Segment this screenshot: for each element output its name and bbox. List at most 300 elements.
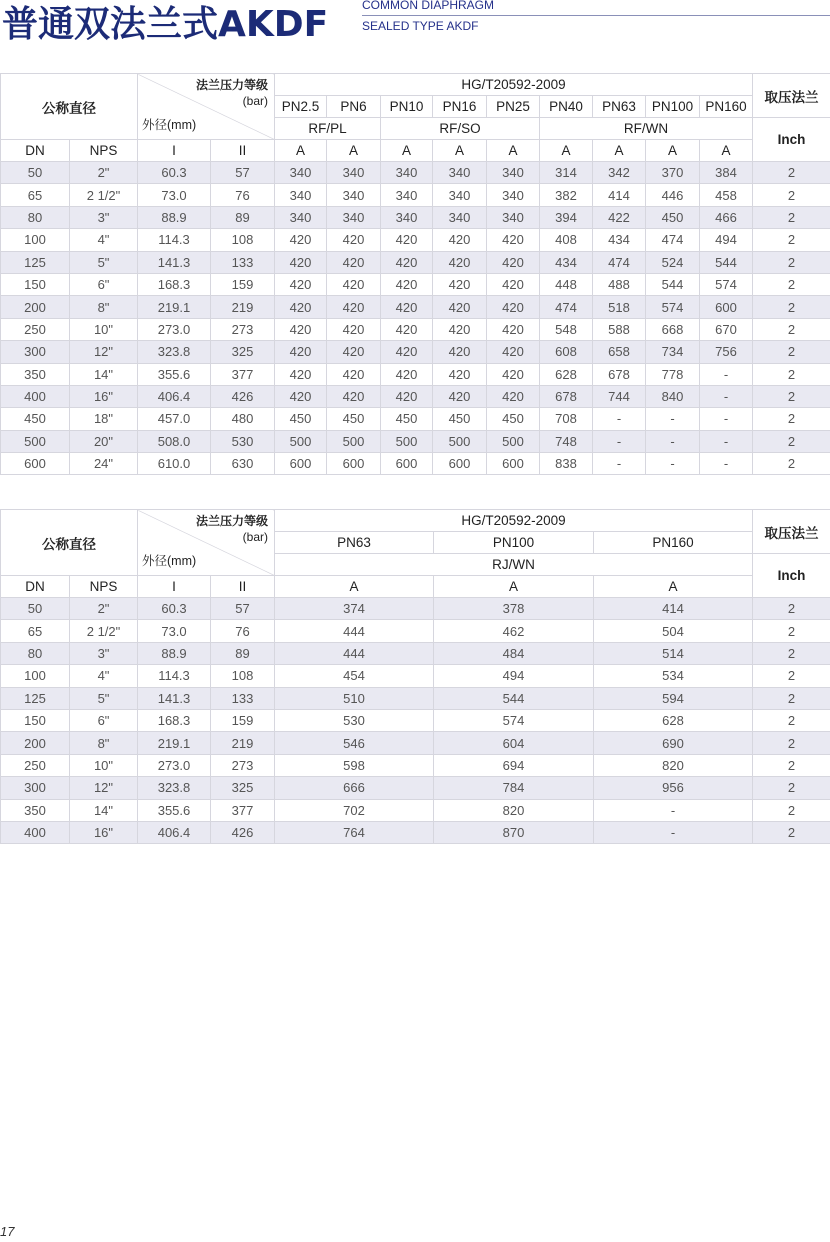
- table-cell: 414: [594, 598, 753, 620]
- table-cell: 420: [327, 385, 381, 407]
- table-cell: 73.0: [138, 184, 211, 206]
- table-cell: 756: [700, 341, 753, 363]
- table-cell: -: [594, 821, 753, 843]
- table-cell: -: [700, 363, 753, 385]
- table-row: [1, 184, 830, 206]
- table-row: [1, 642, 830, 664]
- table-cell: 668: [646, 318, 700, 340]
- table-cell: 300: [1, 777, 70, 799]
- column-header: I: [138, 140, 211, 162]
- table-cell: 89: [211, 642, 275, 664]
- table-cell: -: [646, 430, 700, 452]
- table-cell: 378: [434, 598, 594, 620]
- column-header: A: [646, 140, 700, 162]
- table-cell: 446: [646, 184, 700, 206]
- table-cell: 466: [700, 206, 753, 228]
- table-cell: 420: [381, 363, 433, 385]
- table-cell: 434: [540, 251, 593, 273]
- table-row: [1, 206, 830, 228]
- table-cell: 65: [1, 620, 70, 642]
- table-cell: 2: [753, 408, 830, 430]
- table-cell: -: [646, 453, 700, 475]
- table-cell: 600: [433, 453, 487, 475]
- table-cell: 600: [327, 453, 381, 475]
- table-cell: 462: [434, 620, 594, 642]
- table-cell: 2: [753, 341, 830, 363]
- column-header: A: [381, 140, 433, 162]
- table-cell: 414: [593, 184, 646, 206]
- table-cell: 2: [753, 430, 830, 452]
- table-cell: 2: [753, 754, 830, 776]
- table-cell: 88.9: [138, 206, 211, 228]
- column-header: II: [211, 576, 275, 598]
- table-cell: 340: [327, 162, 381, 184]
- table-cell: 340: [381, 184, 433, 206]
- table-cell: 840: [646, 385, 700, 407]
- table-cell: 628: [594, 709, 753, 731]
- table-cell: 323.8: [138, 341, 211, 363]
- table-cell: 598: [275, 754, 434, 776]
- table-cell: 544: [700, 251, 753, 273]
- table-cell: 125: [1, 687, 70, 709]
- table-cell: 2: [753, 363, 830, 385]
- table-cell: 454: [275, 665, 434, 687]
- table-cell: 420: [381, 341, 433, 363]
- table-cell: 57: [211, 598, 275, 620]
- table-cell: 100: [1, 229, 70, 251]
- table-cell: 5": [70, 251, 138, 273]
- table-cell: 420: [487, 273, 540, 295]
- table-cell: 24": [70, 453, 138, 475]
- column-header: A: [487, 140, 540, 162]
- table-cell: 594: [594, 687, 753, 709]
- table-cell: 325: [211, 341, 275, 363]
- table-cell: 384: [700, 162, 753, 184]
- table-cell: 870: [434, 821, 594, 843]
- page-title: 普通双法兰式AKDF: [2, 4, 329, 45]
- table-cell: 420: [327, 296, 381, 318]
- table-cell: 420: [327, 251, 381, 273]
- dimension-table-rj: [0, 509, 830, 844]
- table-cell: 608: [540, 341, 593, 363]
- table-cell: 744: [593, 385, 646, 407]
- table-cell: 273.0: [138, 754, 211, 776]
- table-cell: 57: [211, 162, 275, 184]
- table-cell: 273: [211, 318, 275, 340]
- table-cell: 420: [381, 251, 433, 273]
- column-header: A: [433, 140, 487, 162]
- table-cell: 2: [753, 665, 830, 687]
- table-cell: 574: [700, 273, 753, 295]
- table-cell: 150: [1, 709, 70, 731]
- table-cell: 500: [433, 430, 487, 452]
- table-cell: 574: [434, 709, 594, 731]
- table-cell: 500: [275, 430, 327, 452]
- table-cell: 838: [540, 453, 593, 475]
- table-cell: 494: [700, 229, 753, 251]
- table-cell: 574: [646, 296, 700, 318]
- table-cell: 420: [433, 229, 487, 251]
- table-row: [1, 665, 830, 687]
- table-cell: 488: [593, 273, 646, 295]
- table-row: [1, 821, 830, 843]
- bar-label: (bar): [242, 94, 268, 108]
- table-cell: 355.6: [138, 799, 211, 821]
- table-cell: 420: [327, 341, 381, 363]
- pressure-rating-header: PN63: [593, 96, 646, 118]
- table-cell: 350: [1, 363, 70, 385]
- table-cell: 325: [211, 777, 275, 799]
- table-cell: 748: [540, 430, 593, 452]
- table-cell: 450: [327, 408, 381, 430]
- table-cell: 600: [700, 296, 753, 318]
- table-cell: 2: [753, 318, 830, 340]
- pressure-rating-header: PN2.5: [275, 96, 327, 118]
- pressure-rating-header: PN160: [700, 96, 753, 118]
- table-cell: 377: [211, 799, 275, 821]
- table-row: [1, 385, 830, 407]
- inch-header: Inch: [753, 118, 830, 162]
- column-header: A: [327, 140, 381, 162]
- table-cell: 524: [646, 251, 700, 273]
- column-header: A: [275, 140, 327, 162]
- table-cell: 6": [70, 273, 138, 295]
- table-cell: 500: [487, 430, 540, 452]
- table-cell: 159: [211, 273, 275, 295]
- table-cell: 658: [593, 341, 646, 363]
- table-cell: -: [593, 453, 646, 475]
- table-cell: 420: [487, 363, 540, 385]
- table-cell: 480: [211, 408, 275, 430]
- table-cell: 60.3: [138, 162, 211, 184]
- table-cell: 3": [70, 642, 138, 664]
- table-cell: 340: [433, 162, 487, 184]
- pressure-od-header: [138, 74, 275, 140]
- table-cell: 420: [275, 385, 327, 407]
- nominal-diameter-header: 公称直径: [1, 510, 138, 576]
- group-header: RJ/WN: [275, 554, 753, 576]
- group-header: RF/SO: [381, 118, 540, 140]
- column-header: A: [540, 140, 593, 162]
- table-cell: 820: [594, 754, 753, 776]
- column-header: A: [700, 140, 753, 162]
- table-cell: 420: [433, 363, 487, 385]
- table-cell: 2: [753, 206, 830, 228]
- table-cell: 494: [434, 665, 594, 687]
- table-cell: 420: [381, 273, 433, 295]
- table-cell: 340: [327, 184, 381, 206]
- table-cell: 420: [381, 229, 433, 251]
- table-cell: 314: [540, 162, 593, 184]
- table-cell: 628: [540, 363, 593, 385]
- column-header: NPS: [70, 576, 138, 598]
- table-cell: 420: [275, 341, 327, 363]
- table-cell: 12": [70, 341, 138, 363]
- column-header: A: [594, 576, 753, 598]
- table-row: [1, 408, 830, 430]
- table-cell: 250: [1, 754, 70, 776]
- table-cell: 420: [487, 296, 540, 318]
- table-row: [1, 709, 830, 731]
- inch-header: Inch: [753, 554, 830, 598]
- table-cell: 14": [70, 799, 138, 821]
- table-cell: 544: [434, 687, 594, 709]
- take-flange-header: 取压法兰: [753, 74, 830, 118]
- table-cell: 340: [433, 206, 487, 228]
- table-cell: 14": [70, 363, 138, 385]
- table-cell: 340: [487, 162, 540, 184]
- table-cell: 444: [275, 620, 434, 642]
- table-cell: 5": [70, 687, 138, 709]
- table-cell: 678: [540, 385, 593, 407]
- table-cell: 100: [1, 665, 70, 687]
- table-cell: 2: [753, 162, 830, 184]
- table-cell: 4": [70, 229, 138, 251]
- table-cell: 500: [1, 430, 70, 452]
- table-cell: 820: [434, 799, 594, 821]
- table-cell: 610.0: [138, 453, 211, 475]
- table-cell: 500: [381, 430, 433, 452]
- pressure-rating-header: PN40: [540, 96, 593, 118]
- table-cell: 340: [275, 206, 327, 228]
- table-cell: 548: [540, 318, 593, 340]
- table-cell: 382: [540, 184, 593, 206]
- table-cell: 273: [211, 754, 275, 776]
- table-cell: 340: [487, 206, 540, 228]
- table-cell: 2 1/2": [70, 184, 138, 206]
- table-cell: 444: [275, 642, 434, 664]
- table-cell: 450: [1, 408, 70, 430]
- table-cell: 702: [275, 799, 434, 821]
- page-number: 17: [0, 1224, 15, 1239]
- table-cell: 76: [211, 620, 275, 642]
- table-cell: 76: [211, 184, 275, 206]
- table-cell: 408: [540, 229, 593, 251]
- table-cell: 504: [594, 620, 753, 642]
- table-cell: 420: [487, 229, 540, 251]
- table-cell: 484: [434, 642, 594, 664]
- table-cell: 219.1: [138, 732, 211, 754]
- table-cell: 420: [487, 341, 540, 363]
- table-row: [1, 687, 830, 709]
- table-cell: 588: [593, 318, 646, 340]
- table-cell: 80: [1, 642, 70, 664]
- table-cell: 450: [487, 408, 540, 430]
- table-cell: -: [646, 408, 700, 430]
- table-cell: 426: [211, 385, 275, 407]
- table-row: [1, 162, 830, 184]
- table-cell: 16": [70, 821, 138, 843]
- table-row: [1, 598, 830, 620]
- table-cell: 374: [275, 598, 434, 620]
- table-cell: 406.4: [138, 821, 211, 843]
- table-cell: 420: [275, 273, 327, 295]
- table-cell: -: [700, 408, 753, 430]
- table-cell: -: [593, 408, 646, 430]
- table-cell: 2: [753, 687, 830, 709]
- table-cell: 168.3: [138, 273, 211, 295]
- table-cell: 708: [540, 408, 593, 430]
- table-cell: 340: [275, 184, 327, 206]
- take-flange-header: 取压法兰: [753, 510, 830, 554]
- table-cell: 420: [433, 385, 487, 407]
- table-cell: 600: [487, 453, 540, 475]
- table-cell: 2": [70, 162, 138, 184]
- table-cell: 420: [433, 318, 487, 340]
- table-cell: 141.3: [138, 687, 211, 709]
- table-cell: 340: [381, 206, 433, 228]
- table-cell: 434: [593, 229, 646, 251]
- table-cell: 400: [1, 385, 70, 407]
- table-cell: 2: [753, 777, 830, 799]
- table-cell: 6": [70, 709, 138, 731]
- table-cell: 2: [753, 799, 830, 821]
- group-header: RF/PL: [275, 118, 381, 140]
- column-header: DN: [1, 576, 70, 598]
- table-cell: -: [594, 799, 753, 821]
- table-cell: 420: [381, 385, 433, 407]
- table-cell: 273.0: [138, 318, 211, 340]
- pressure-class-label: 法兰压力等级: [195, 78, 268, 92]
- table-cell: 16": [70, 385, 138, 407]
- table-cell: 458: [700, 184, 753, 206]
- table-cell: 604: [434, 732, 594, 754]
- table-cell: 514: [594, 642, 753, 664]
- table-cell: 108: [211, 665, 275, 687]
- table-cell: 89: [211, 206, 275, 228]
- table-cell: 630: [211, 453, 275, 475]
- table-cell: 544: [646, 273, 700, 295]
- table-cell: 340: [275, 162, 327, 184]
- table-cell: 370: [646, 162, 700, 184]
- outer-diameter-label: 外径(mm): [142, 118, 197, 132]
- pressure-rating-header: PN25: [487, 96, 540, 118]
- table-row: [1, 453, 830, 475]
- table-cell: 420: [327, 363, 381, 385]
- table-row: [1, 777, 830, 799]
- page-header: [0, 0, 830, 44]
- table-cell: 200: [1, 732, 70, 754]
- table-cell: 50: [1, 598, 70, 620]
- table-cell: 420: [433, 296, 487, 318]
- table-cell: 8": [70, 732, 138, 754]
- table-cell: 323.8: [138, 777, 211, 799]
- table-cell: 420: [275, 363, 327, 385]
- column-header: NPS: [70, 140, 138, 162]
- table-cell: 530: [275, 709, 434, 731]
- table-cell: 457.0: [138, 408, 211, 430]
- table-cell: 114.3: [138, 665, 211, 687]
- group-header: RF/WN: [540, 118, 753, 140]
- table-cell: 73.0: [138, 620, 211, 642]
- table-cell: 2: [753, 296, 830, 318]
- table-cell: 50: [1, 162, 70, 184]
- table-cell: 600: [1, 453, 70, 475]
- pressure-od-header: [138, 510, 275, 576]
- table-cell: 2: [753, 620, 830, 642]
- table-cell: 377: [211, 363, 275, 385]
- table-cell: 474: [646, 229, 700, 251]
- pressure-rating-header: PN63: [275, 532, 434, 554]
- table-cell: 530: [211, 430, 275, 452]
- pressure-rating-header: PN10: [381, 96, 433, 118]
- table-cell: 420: [381, 296, 433, 318]
- column-header: I: [138, 576, 211, 598]
- table-cell: -: [700, 430, 753, 452]
- table-cell: 2: [753, 642, 830, 664]
- table-cell: 406.4: [138, 385, 211, 407]
- table-cell: 400: [1, 821, 70, 843]
- table-cell: 956: [594, 777, 753, 799]
- table-cell: 355.6: [138, 363, 211, 385]
- table-cell: 422: [593, 206, 646, 228]
- table-cell: -: [700, 385, 753, 407]
- table-cell: 219: [211, 296, 275, 318]
- table-cell: 2": [70, 598, 138, 620]
- table-cell: 60.3: [138, 598, 211, 620]
- table-cell: 133: [211, 251, 275, 273]
- table-cell: 20": [70, 430, 138, 452]
- table-cell: 2: [753, 184, 830, 206]
- column-header: A: [275, 576, 434, 598]
- table-cell: 510: [275, 687, 434, 709]
- table-cell: 2 1/2": [70, 620, 138, 642]
- table-cell: 420: [433, 251, 487, 273]
- table-cell: 420: [487, 385, 540, 407]
- table-cell: 200: [1, 296, 70, 318]
- table-cell: 340: [381, 162, 433, 184]
- table-cell: 420: [433, 341, 487, 363]
- dimension-table-rf: [0, 73, 830, 475]
- table-cell: 168.3: [138, 709, 211, 731]
- table-cell: 2: [753, 821, 830, 843]
- table-cell: 426: [211, 821, 275, 843]
- table-cell: 88.9: [138, 642, 211, 664]
- standard-header: HG/T20592-2009: [275, 74, 753, 96]
- table-cell: 10": [70, 318, 138, 340]
- pressure-class-label: 法兰压力等级: [195, 514, 268, 528]
- table-row: [1, 754, 830, 776]
- table-cell: -: [700, 453, 753, 475]
- table-cell: 670: [700, 318, 753, 340]
- table-cell: 508.0: [138, 430, 211, 452]
- table-row: [1, 341, 830, 363]
- table-cell: 108: [211, 229, 275, 251]
- table-row: [1, 799, 830, 821]
- table-cell: -: [593, 430, 646, 452]
- table-cell: 420: [275, 296, 327, 318]
- outer-diameter-label: 外径(mm): [142, 554, 197, 568]
- table-row: [1, 363, 830, 385]
- table-row: [1, 251, 830, 273]
- nominal-diameter-header: 公称直径: [1, 74, 138, 140]
- table-cell: 420: [275, 318, 327, 340]
- table-cell: 340: [487, 184, 540, 206]
- subtitle-line-2: SEALED TYPE AKDF: [362, 19, 479, 33]
- table-cell: 342: [593, 162, 646, 184]
- table-cell: 420: [487, 251, 540, 273]
- table-cell: 450: [381, 408, 433, 430]
- table-cell: 420: [327, 229, 381, 251]
- table-cell: 690: [594, 732, 753, 754]
- pressure-rating-header: PN160: [594, 532, 753, 554]
- table-cell: 784: [434, 777, 594, 799]
- table-cell: 394: [540, 206, 593, 228]
- table-cell: 420: [381, 318, 433, 340]
- table-cell: 450: [275, 408, 327, 430]
- table-cell: 18": [70, 408, 138, 430]
- table-cell: 764: [275, 821, 434, 843]
